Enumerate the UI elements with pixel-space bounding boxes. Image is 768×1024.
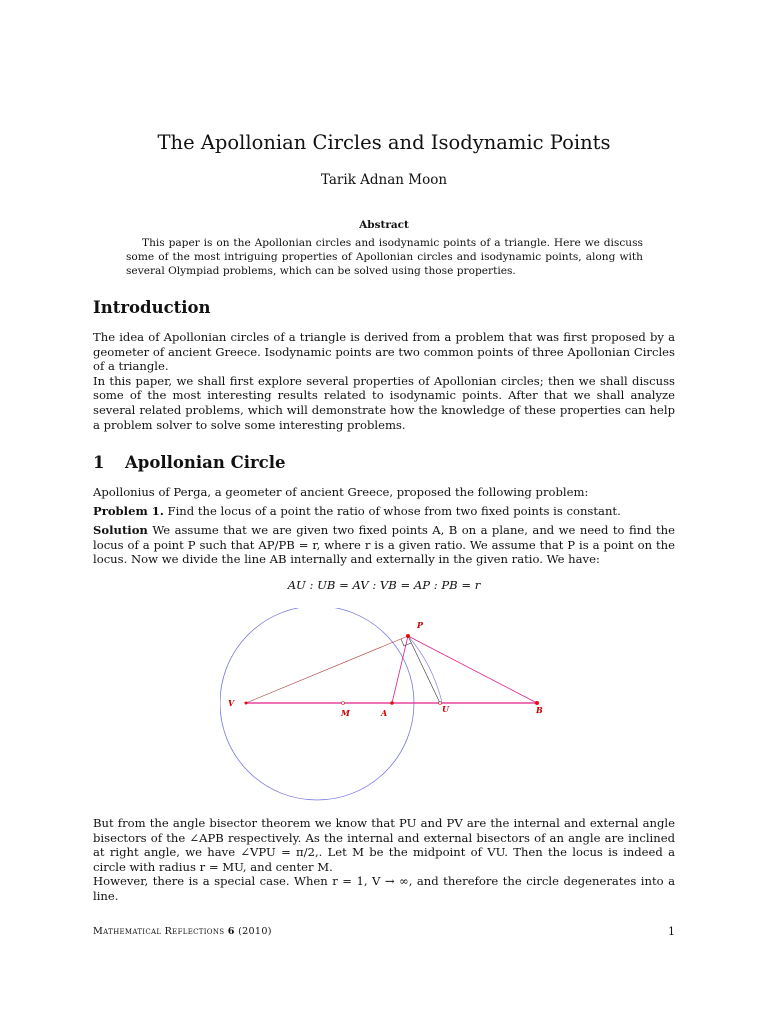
line-pu <box>408 636 440 703</box>
footer-year: (2010) <box>238 926 272 937</box>
section-1-heading <box>93 453 286 472</box>
footer-issue: 6 <box>227 926 235 937</box>
bisector-paragraph: But from the angle bisector theorem we know that PU and PV are the internal and external angle bisectors of the ∠APB respectively. As the internal and external bisectors of an angle are inclined at right angle, we have ∠VPU = π/2,. Let M be the midpoint of VU. Then the locus is indeed a circle with radius r = MU, and center M. <box>93 816 675 874</box>
paper-author: Tarik Adnan Moon <box>320 172 448 188</box>
section-1-title: Apollonian Circle <box>125 453 286 472</box>
section-1-intro: Apollonius of Perga, a geometer of ancient Greece, proposed the following problem: <box>93 485 589 499</box>
abstract-text: This paper is on the Apollonian circles and isodynamic points of a triangle. Here we discuss some of the most intriguing properties of Apollonian circles and isodynamic points, along with several Olympiad problems, which can be solved using those properties. <box>126 237 643 277</box>
section-1-number: 1 <box>93 453 105 472</box>
introduction-paragraph-1: The idea of Apollonian circles of a triangle is derived from a problem that was first proposed by a geometer of ancient Greece. Isodynamic points are two common points of three Apollonian Circles of a triangle. <box>93 330 675 374</box>
introduction-heading: Introduction <box>93 298 211 317</box>
introduction-body <box>93 330 675 432</box>
special-case-paragraph: However, there is a special case. When r = 1, V → ∞, and therefore the circle degenerates into a line. <box>93 874 675 903</box>
solution-paragraph <box>93 523 675 567</box>
line-pb <box>408 636 537 703</box>
apollonian-circle-figure <box>220 608 560 808</box>
label-a: A <box>381 708 388 718</box>
point-p <box>406 634 410 638</box>
point-v <box>245 702 248 705</box>
label-p: P <box>417 620 424 630</box>
footer-journal <box>93 926 272 937</box>
problem-1-text: Find the locus of a point the ratio of whose from two fixed points is constant. <box>167 504 621 518</box>
label-m: M <box>341 708 350 718</box>
point-a <box>390 701 394 705</box>
right-angle-mark <box>401 639 411 646</box>
solution-text: We assume that we are given two fixed points A, B on a plane, and we need to find the locus of a point P such that AP/PB = r, where r is a given ratio. We assume that P is a point on the locus. Now we divide the line AB internally and externally in the given ratio. We have: <box>93 523 676 567</box>
problem-1 <box>93 504 675 519</box>
abstract-heading: Abstract <box>359 219 409 231</box>
line-vp <box>246 636 408 703</box>
page-number: 1 <box>668 925 675 938</box>
introduction-paragraph-2: In this paper, we shall first explore several properties of Apollonian circles; then we shall discuss some of the most interesting results related to isodynamic points. After that we shall analyze several related problems, which will demonstrate how the knowledge of these properties can help a problem solver to solve some interesting problems. <box>93 373 675 432</box>
problem-1-label: Problem 1. <box>93 504 164 518</box>
label-b: B <box>536 705 543 715</box>
ratio-equation: AU : UB = AV : VB = AP : PB = r <box>287 578 481 592</box>
point-m <box>342 702 345 705</box>
solution-label: Solution <box>93 523 148 537</box>
footer-journal-name: Mathematical Reflections <box>93 926 225 937</box>
line-pa <box>392 636 408 703</box>
closing-paragraphs <box>93 816 675 904</box>
apollonian-circle <box>220 608 414 800</box>
label-u: U <box>442 704 449 714</box>
label-v: V <box>228 698 235 708</box>
paper-title: The Apollonian Circles and Isodynamic Points <box>157 131 611 154</box>
